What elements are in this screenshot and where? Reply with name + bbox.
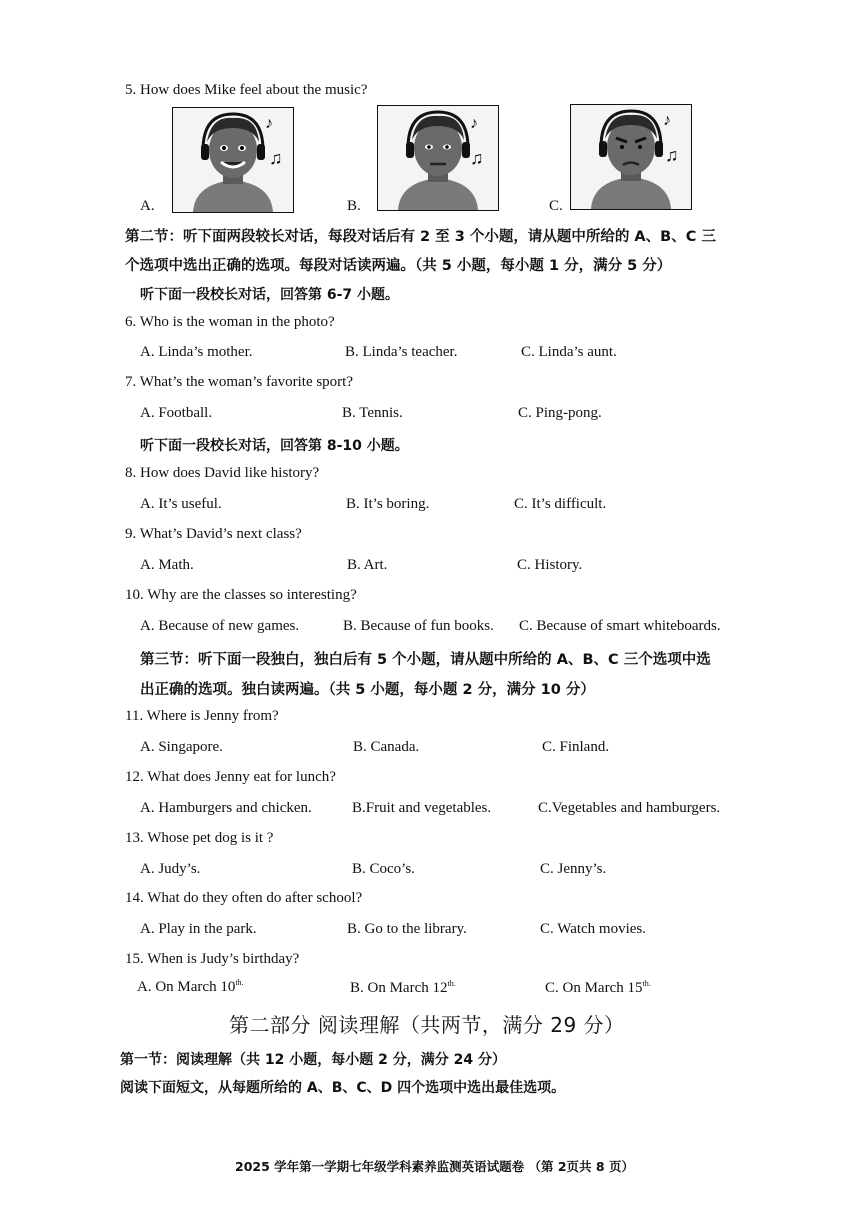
q13-option-a: A. Judy’s. (140, 861, 201, 877)
question-11: 11. Where is Jenny from? (125, 708, 279, 724)
q7-option-c: C. Ping-pong. (518, 405, 602, 421)
q6-option-c: C. Linda’s aunt. (521, 344, 617, 360)
question-10: 10. Why are the classes so interesting? (125, 587, 357, 603)
q8-option-a: A. It’s useful. (140, 496, 222, 512)
q12-option-a: A. Hamburgers and chicken. (140, 800, 312, 816)
q8-option-b: B. It’s boring. (346, 496, 430, 512)
question-14: 14. What do they often do after school? (125, 890, 363, 906)
section-3-instruction-line2: 出正确的选项。独白读两遍。（共 5 小题，每小题 2 分，满分 10 分） (140, 682, 595, 698)
q7-option-b: B. Tennis. (342, 405, 403, 421)
q15-option-a: A. On March $10^{th.}$ (137, 978, 244, 995)
svg-text:♪: ♪ (663, 112, 671, 129)
q15-option-b: B. On March $12^{th.}$ (350, 979, 456, 996)
q13-option-b: B. Coco’s. (352, 861, 415, 877)
q12-option-c: C.Vegetables and hamburgers. (538, 800, 721, 816)
question-6: 6. Who is the woman in the photo? (125, 314, 335, 330)
section-2-instruction-line1: 第二节：听下面两段较长对话，每段对话后有 2 至 3 个小题，请从题中所给的 A、B、C 三 (125, 229, 716, 245)
dialog-1-instruction: 听下面一段校长对话，回答第 6-7 小题。 (140, 287, 400, 303)
page-footer: 2025 学年第一学期七年级学科素养监测英语试题卷 （第 2页共 8 页） (235, 1159, 634, 1174)
q7-option-a: A. Football. (140, 405, 213, 421)
q6-option-b: B. Linda’s teacher. (345, 344, 458, 360)
question-9: 9. What’s David’s next class? (125, 526, 302, 542)
q14-option-a: A. Play in the park. (140, 921, 257, 937)
q10-option-b: B. Because of fun books. (343, 618, 494, 634)
dialog-2-instruction: 听下面一段校长对话，回答第 8-10 小题。 (140, 438, 409, 454)
part-2-title: 第二部分 阅读理解（共两节，满分 29 分） (229, 1013, 625, 1037)
q14-option-c: C. Watch movies. (540, 921, 647, 937)
svg-text:♫: ♫ (470, 148, 484, 168)
angry-boy-headphones-icon (570, 104, 692, 210)
q11-option-c: C. Finland. (542, 739, 610, 755)
svg-text:♪: ♪ (470, 115, 478, 132)
svg-text:♫: ♫ (665, 145, 679, 165)
q9-option-a: A. Math. (140, 557, 194, 573)
section-3-instruction-line1: 第三节：听下面一段独白，独白后有 5 个小题，请从题中所给的 A、B、C 三个选项中选 (140, 652, 711, 668)
q11-option-b: B. Canada. (353, 739, 420, 755)
bored-boy-headphones-icon (377, 105, 499, 211)
q15-option-c: C. On March $15^{th.}$ (545, 979, 651, 996)
question-13: 13. Whose pet dog is it ? (125, 830, 274, 846)
part-2-section-1-heading: 第一节：阅读理解（共 12 小题，每小题 2 分，满分 24 分） (120, 1052, 506, 1068)
section-2-instruction-line2: 个选项中选出正确的选项。每段对话读两遍。（共 5 小题，每小题 1 分，满分 5 分） (125, 258, 672, 274)
option-b-label: B. (347, 198, 361, 214)
svg-text:♪: ♪ (265, 115, 273, 132)
part-2-reading-instruction: 阅读下面短文，从每题所给的 A、B、C、D 四个选项中选出最佳选项。 (120, 1080, 566, 1096)
q9-option-b: B. Art. (347, 557, 388, 573)
q13-option-c: C. Jenny’s. (540, 861, 607, 877)
option-c-label: C. (549, 198, 563, 214)
q11-option-a: A. Singapore. (140, 739, 223, 755)
svg-text:♫: ♫ (269, 148, 283, 168)
q10-option-a: A. Because of new games. (140, 618, 300, 634)
question-5: 5. How does Mike feel about the music? (125, 82, 368, 98)
q8-option-c: C. It’s difficult. (514, 496, 607, 512)
q6-option-a: A. Linda’s mother. (140, 344, 253, 360)
q9-option-c: C. History. (517, 557, 583, 573)
q12-option-b: B.Fruit and vegetables. (352, 800, 492, 816)
happy-boy-headphones-icon (172, 107, 294, 213)
question-7: 7. What’s the woman’s favorite sport? (125, 374, 354, 390)
q10-option-c: C. Because of smart whiteboards. (519, 618, 721, 634)
question-15: 15. When is Judy’s birthday? (125, 951, 300, 967)
q14-option-b: B. Go to the library. (347, 921, 467, 937)
question-8: 8. How does David like history? (125, 465, 320, 481)
option-a-label: A. (140, 198, 155, 214)
question-12: 12. What does Jenny eat for lunch? (125, 769, 336, 785)
